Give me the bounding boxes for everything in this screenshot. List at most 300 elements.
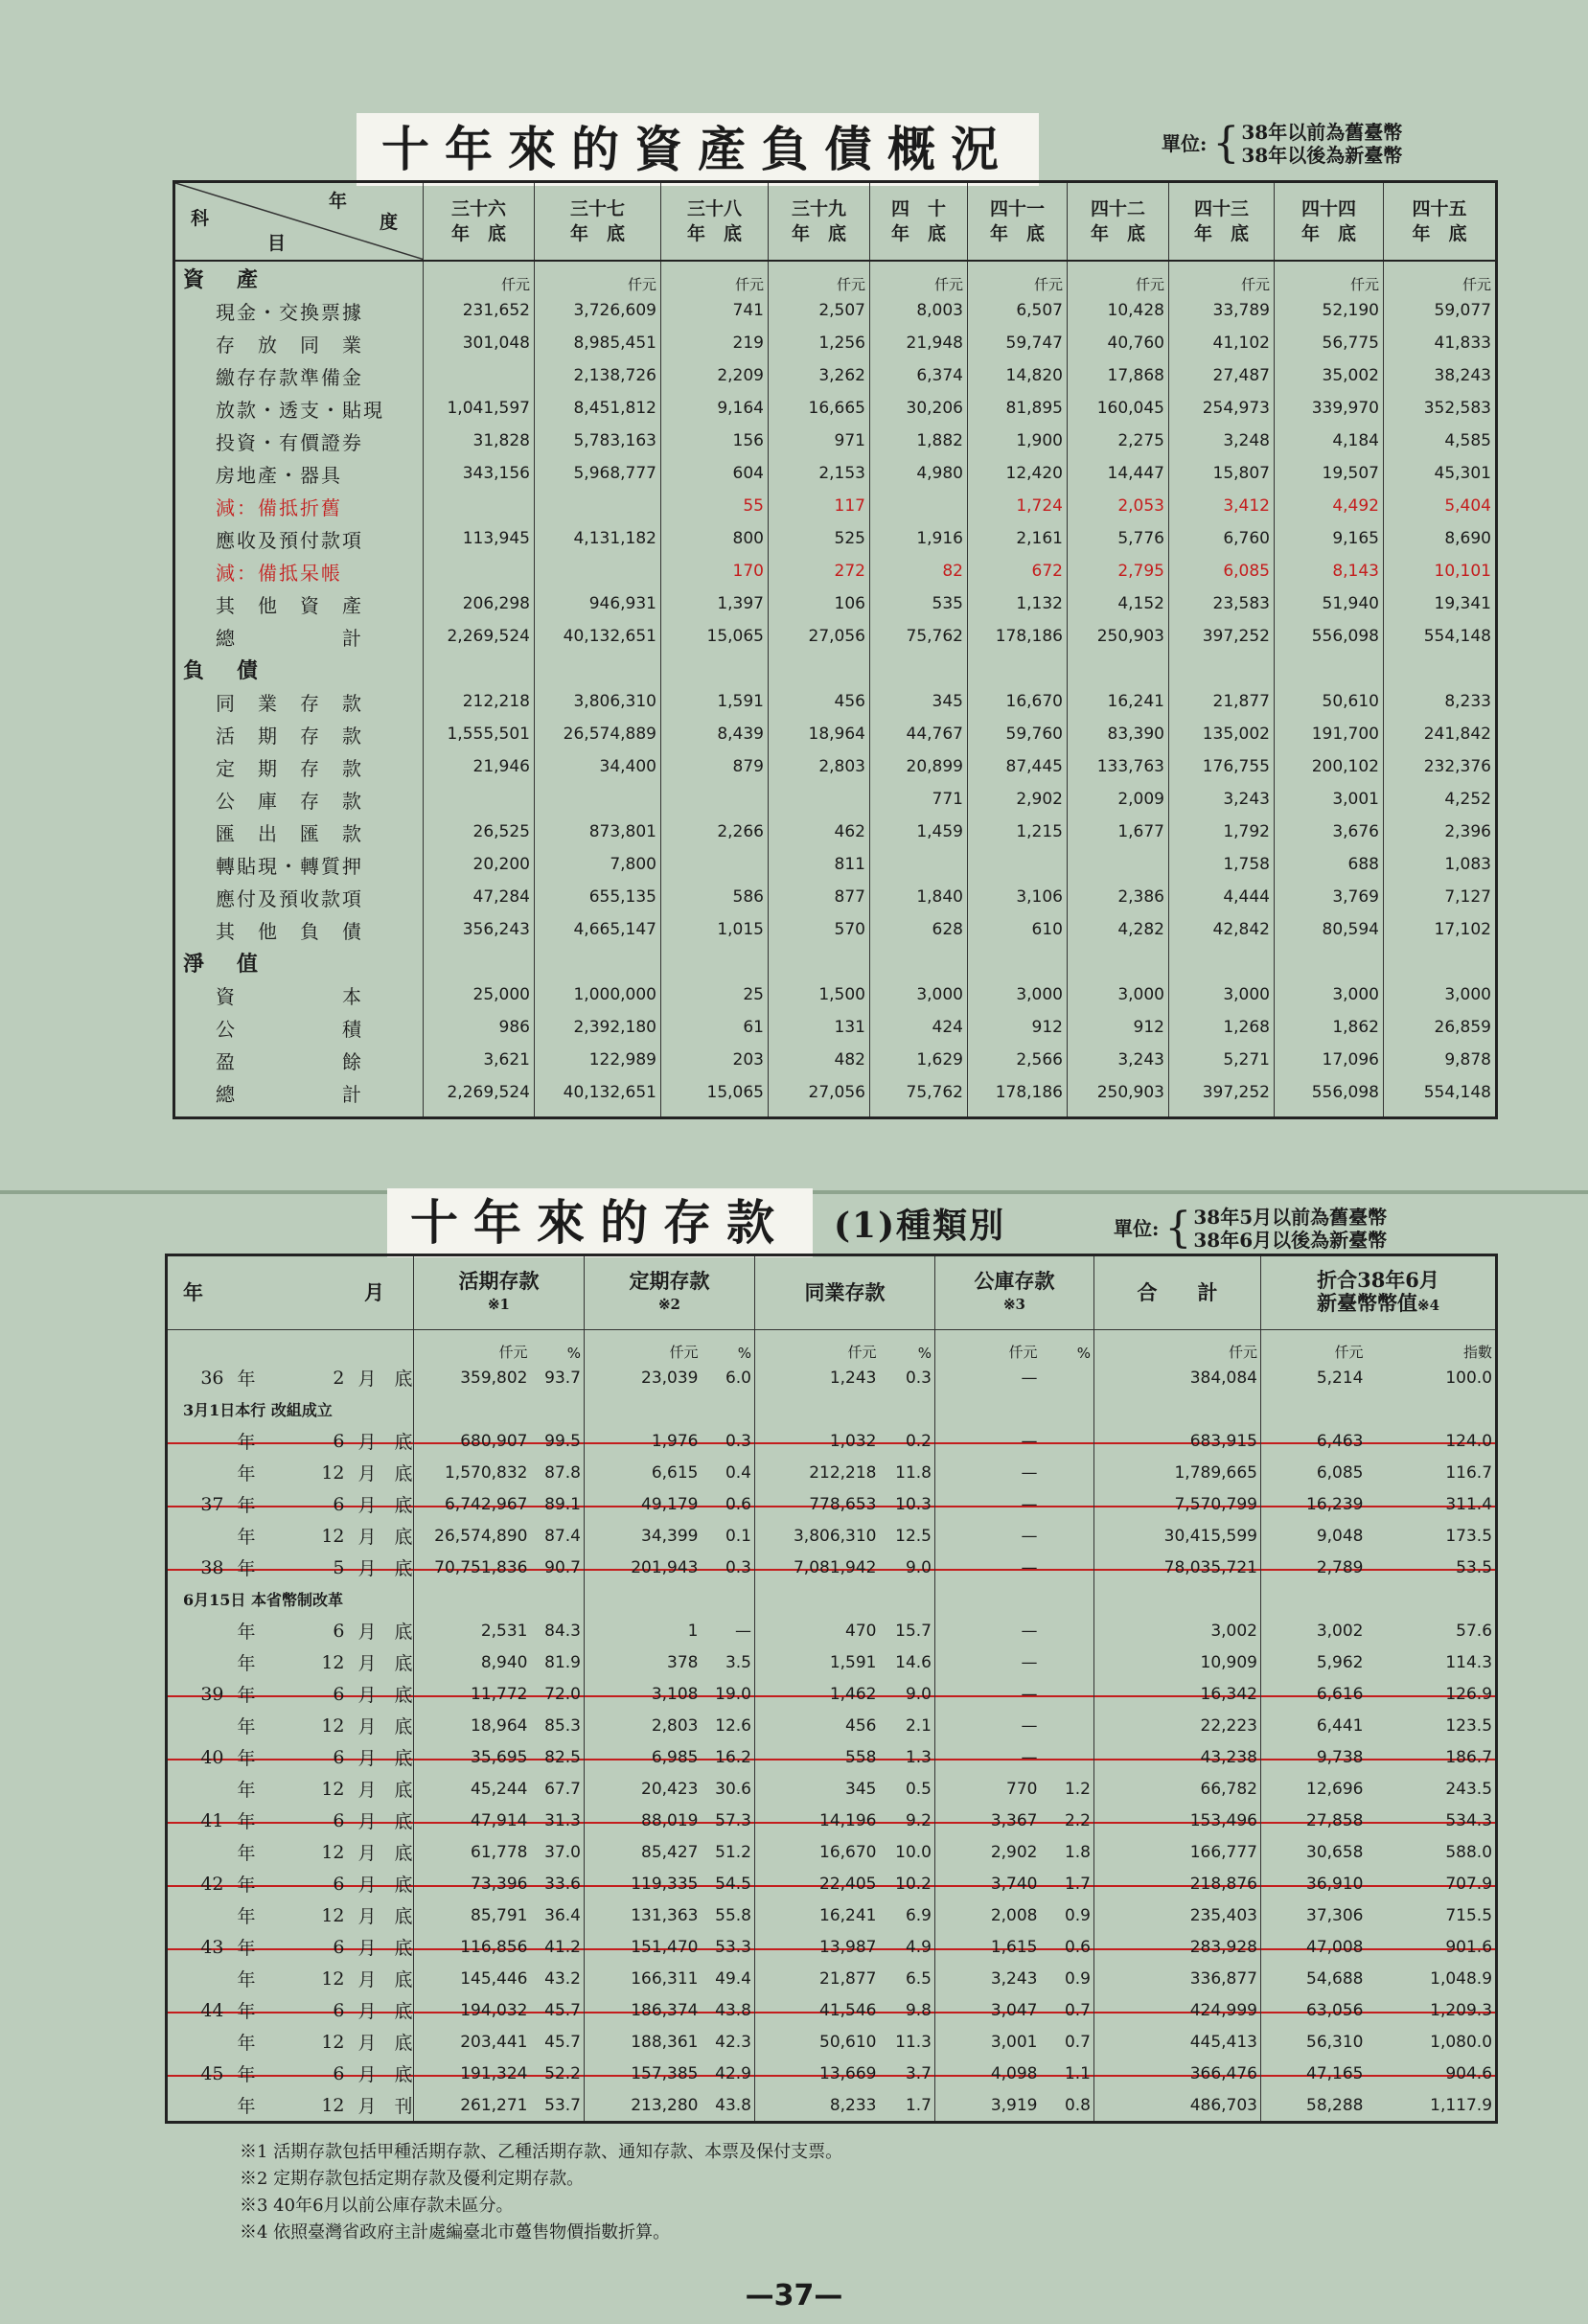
value-cell: 57.3 [702,1805,755,1836]
table-row [167,1552,1497,1583]
section-label: 淨 值 [183,951,265,977]
empty-cell [1169,653,1275,685]
value-cell: 40,132,651 [535,1076,661,1118]
value-cell: 5,776 [1068,522,1169,555]
value-cell: 30,415,599 [1094,1520,1261,1552]
empty-cell [1367,1583,1497,1615]
table-row [174,1076,1497,1118]
table-row [174,816,1497,848]
table-row [167,1805,1497,1836]
value-cell: 1.8 [1064,1842,1091,1862]
value-cell: 1.1 [1041,2058,1094,2089]
end-label: 底 [394,1558,413,1579]
nian-cell: 年 [237,1527,256,1548]
value-cell: 231,652 [424,294,535,327]
month-cell: 6 [282,1488,358,1520]
empty-cell [661,653,769,685]
value-cell: 1.3 [880,1741,935,1773]
value-cell: 9.0 [880,1552,935,1583]
value-cell: 588.0 [1445,1842,1493,1862]
table-row [174,425,1497,457]
row-label: 公 積 [216,1017,363,1041]
header-year-month [167,1255,414,1330]
value-cell [1041,1425,1094,1457]
value-cell: 22,223 [1094,1710,1261,1741]
section2-title-wrap [387,1188,1005,1257]
row-label: 同 業 存 款 [216,691,363,715]
value-cell: 5,214 [1261,1362,1367,1393]
value-cell: 384,084 [1094,1362,1261,1393]
value-cell: 194,032 [414,1994,531,2026]
value-cell: — [935,1488,1041,1520]
value-cell: 126.9 [1367,1678,1497,1710]
value-cell: 25,000 [424,978,535,1011]
value-cell [424,555,535,587]
value-cell: 87.8 [544,1462,581,1483]
month-cell: 6 [333,1620,345,1642]
header-gongku-note: ※3 [1002,1296,1025,1313]
month-cell: 6 [282,1425,358,1457]
month-cell: 12 [321,1967,345,1990]
value-cell: 343,156 [424,457,535,490]
value-cell: 44,767 [870,718,968,750]
value-cell: 359,802 [414,1362,531,1393]
value-cell: 4,252 [1384,783,1497,816]
month-end-cell [358,1931,414,1963]
row-label: 定 期 存 款 [216,756,363,780]
year-label: 四 十 [890,198,946,219]
value-cell: 683,915 [1094,1425,1261,1457]
value-cell: 904.6 [1367,2058,1497,2089]
value-cell: 16,342 [1094,1678,1261,1710]
table-row [174,718,1497,750]
table-row [167,2026,1497,2058]
value-cell: 771 [870,783,968,816]
value-cell: 83,390 [1068,718,1169,750]
table-row [167,1646,1497,1678]
table-row [174,978,1497,1011]
value-cell: 30,206 [870,392,968,425]
value-cell: 200,102 [1275,750,1384,783]
year-cell [167,1646,234,1678]
value-cell: 2,269,524 [424,1076,535,1118]
corner-mu: 目 [267,233,287,254]
value-cell: 456 [769,685,870,718]
yue-label: 月 [357,1369,377,1390]
empty-cell [769,653,870,685]
value-cell: 345 [755,1773,880,1805]
value-cell: 43.2 [544,1968,581,1989]
value-cell: 2,789 [1261,1552,1367,1583]
value-cell: 525 [769,522,870,555]
nian-cell: 年 [237,1463,256,1484]
value-cell: 1,792 [1169,816,1275,848]
unit-cell: 仟元 [585,1330,702,1363]
yue-label: 月 [357,1811,377,1832]
value-cell: 3,001 [935,2026,1041,2058]
value-cell: 45,244 [414,1773,531,1805]
value-cell: 10.0 [895,1842,932,1862]
value-cell: 16.2 [702,1741,755,1773]
month-end-cell [358,1362,414,1393]
end-label: 底 [394,1969,413,1990]
empty-cell [880,1583,935,1615]
value-cell [870,490,968,522]
value-cell: 672 [968,555,1068,587]
value-cell: 37,306 [1261,1899,1367,1931]
table-row [167,1868,1497,1899]
value-cell: 135,002 [1169,718,1275,750]
nian-cell: 年 [237,1843,256,1864]
year-label: 四十四 [1300,198,1356,219]
end-label: 底 [394,2064,413,2085]
unit-cell: 仟元 [755,1330,880,1363]
unit-cell: 仟元 [661,261,769,294]
yue-label: 月 [357,1432,377,1453]
year-column-header [661,182,769,262]
yue-label: 月 [357,1527,377,1548]
value-cell: 6,760 [1169,522,1275,555]
year-cell [167,1520,234,1552]
reform-note: 6月15日 本省幣制改革 [183,1591,343,1609]
yue-label: 月 [357,2001,377,2022]
value-cell: 119,335 [585,1868,702,1899]
value-cell: 2,053 [1068,490,1169,522]
value-cell: 15,065 [661,620,769,653]
value-cell: 54,688 [1261,1963,1367,1994]
value-cell: 1,083 [1384,848,1497,881]
value-cell: 27,487 [1169,359,1275,392]
row-label: 匯 出 匯 款 [216,821,363,845]
month-cell: 12 [321,1841,345,1863]
value-cell: 2,008 [935,1899,1041,1931]
yue-label: 月 [357,1463,377,1484]
month-cell: 6 [282,1931,358,1963]
year-cell: 43 [167,1931,234,1963]
value-cell: 604 [661,457,769,490]
year-cell [167,1457,234,1488]
value-cell: — [935,1520,1041,1552]
value-cell: 558 [755,1741,880,1773]
value-cell: 2.1 [905,1715,932,1736]
value-cell: 0.6 [702,1488,755,1520]
value-cell: 43.8 [702,1994,755,2026]
value-cell: 93.7 [544,1368,581,1388]
value-cell: 36.4 [544,1905,581,1925]
value-cell: 61 [661,1011,769,1044]
value-cell: 8,690 [1384,522,1497,555]
value-cell: 301,048 [424,327,535,359]
table-row [174,457,1497,490]
value-cell: 770 [935,1773,1041,1805]
section2-unit [1114,1206,1387,1252]
value-cell: 82 [870,555,968,587]
value-cell: 0.5 [905,1779,932,1799]
note-row [167,1393,1497,1425]
month-end-cell [358,2026,414,2058]
value-cell: 21,948 [870,327,968,359]
value-cell: 52.2 [531,2058,585,2089]
month-end-cell [358,1710,414,1741]
empty-cell [167,1330,414,1363]
row-label: 放款・透支・貼現 [216,398,384,422]
end-label: 底 [394,1495,413,1516]
value-cell: 78,035,721 [1094,1552,1261,1583]
value-cell: 34,399 [585,1520,702,1552]
year-cell: 42 [167,1868,234,1899]
value-cell: 23,039 [585,1362,702,1393]
value-cell: 10.2 [880,1868,935,1899]
year-column-header [1384,182,1497,262]
value-cell: 8,439 [661,718,769,750]
value-cell: 34,400 [535,750,661,783]
value-cell: 6,985 [585,1741,702,1773]
value-cell: 218,876 [1094,1868,1261,1899]
value-cell: 47,008 [1261,1931,1367,1963]
value-cell: 0.1 [725,1526,751,1546]
month-end-cell [358,1994,414,2026]
empty-cell [661,946,769,978]
empty-cell [424,653,535,685]
month-cell: 6 [282,1868,358,1899]
value-cell: 5,271 [1169,1044,1275,1076]
end-label: 刊 [394,2096,413,2117]
nian-cell: 年 [237,1969,256,1990]
value-cell: 1,615 [935,1931,1041,1963]
header-dingqi-note: ※2 [657,1296,680,1313]
empty-cell [1261,1393,1367,1425]
month-end-cell [358,1963,414,1994]
table-row [174,359,1497,392]
end-label: 底 [394,1527,413,1548]
year-column-header [424,182,535,262]
value-cell [1041,1362,1094,1393]
unit-cell: 仟元 [424,261,535,294]
value-cell: 53.7 [544,2095,581,2115]
header-heji [1094,1255,1261,1330]
value-cell: 741 [661,294,769,327]
end-label: 底 [394,1463,413,1484]
header-yue: 月 [364,1280,384,1304]
corner-du: 度 [379,212,398,233]
empty-cell [755,1393,880,1425]
value-cell: 9,164 [661,392,769,425]
value-cell: 8,940 [414,1646,531,1678]
value-cell [1041,1678,1094,1710]
month-end-cell [358,1773,414,1805]
year-label: 三十九 [791,198,846,219]
nian-cell: 年 [234,1678,282,1710]
value-cell: 873,801 [535,816,661,848]
corner-cell [174,182,424,262]
value-cell: 3,106 [968,881,1068,913]
value-cell: 116.7 [1445,1462,1493,1483]
nian-cell: 年 [234,2058,282,2089]
header-gongku [935,1255,1094,1330]
empty-cell [535,653,661,685]
corner-ke: 科 [191,208,210,229]
value-cell: 0.3 [702,1552,755,1583]
table-row [174,1044,1497,1076]
table-row [167,1362,1497,1393]
value-cell: 1,900 [968,425,1068,457]
value-cell: 3,726,609 [535,294,661,327]
value-cell: 14,447 [1068,457,1169,490]
value-cell: 482 [769,1044,870,1076]
value-cell: 45,301 [1384,457,1497,490]
value-cell: 879 [661,750,769,783]
table-row [174,555,1497,587]
value-cell: 2,269,524 [424,620,535,653]
unit-cell: % [1076,1345,1091,1362]
table-row [167,1836,1497,1868]
unit-label: 單位: [1114,1217,1160,1240]
value-cell: 7,127 [1384,881,1497,913]
value-cell: 40,132,651 [535,620,661,653]
unit-cell: 仟元 [1275,261,1384,294]
value-cell: 47,165 [1261,2058,1367,2089]
value-cell: 3,000 [870,978,968,1011]
table-row [167,1678,1497,1710]
value-cell [1041,1710,1094,1741]
nian-cell: 年 [234,1994,282,2026]
brace-icon: { [1212,119,1240,168]
value-cell: 56,310 [1261,2026,1367,2058]
header-huoqi-note: ※1 [487,1296,510,1313]
nian-cell: 年 [237,2033,256,2054]
value-cell: 1,570,832 [414,1457,531,1488]
end-label: 底 [394,1843,413,1864]
value-cell: 2,386 [1068,881,1169,913]
value-cell: 186.7 [1367,1741,1497,1773]
value-cell: 2,209 [661,359,769,392]
end-label: 底 [394,2033,413,2054]
value-cell: 45.7 [544,2032,581,2052]
value-cell: 2,138,726 [535,359,661,392]
value-cell: 628 [870,913,968,946]
value-cell [1041,1646,1094,1678]
value-cell: 201,943 [585,1552,702,1583]
end-label: 底 [394,2001,413,2022]
value-cell: 1,268 [1169,1011,1275,1044]
year-cell: 41 [167,1805,234,1836]
value-cell: 9,738 [1261,1741,1367,1773]
value-cell: 1 [585,1615,702,1646]
nian-cell: 年 [237,1622,256,1643]
value-cell: 151,470 [585,1931,702,1963]
year-cell [167,1963,234,1994]
value-cell: 680,907 [414,1425,531,1457]
value-cell: 232,376 [1384,750,1497,783]
empty-cell [1041,1393,1094,1425]
value-cell: 9,048 [1261,1520,1367,1552]
value-cell: 75,762 [870,1076,968,1118]
month-end-cell [358,1741,414,1773]
value-cell: 356,243 [424,913,535,946]
year-column-header [535,182,661,262]
page-number: —37— [745,2279,843,2312]
table-row [167,1615,1497,1646]
yue-label: 月 [357,1780,377,1801]
value-cell: 11.3 [895,2032,932,2052]
value-cell: 2,803 [769,750,870,783]
value-cell: 38,243 [1384,359,1497,392]
value-cell: 3,047 [935,1994,1041,2026]
unit-cell: 仟元 [1169,261,1275,294]
value-cell: 131,363 [585,1899,702,1931]
value-cell: 133,763 [1068,750,1169,783]
header-zhehe-note: ※4 [1417,1297,1440,1314]
nian-cell: 年 [234,1488,282,1520]
value-cell: 1,209.3 [1367,1994,1497,2026]
value-cell: 27,056 [769,620,870,653]
empty-cell [1094,1393,1261,1425]
value-cell: 6,507 [968,294,1068,327]
empty-cell [870,653,968,685]
unit-cell: 仟元 [1068,261,1169,294]
value-cell: 2.2 [1041,1805,1094,1836]
value-cell: 61,778 [414,1836,531,1868]
value-cell: 4,184 [1275,425,1384,457]
yue-label: 月 [357,1969,377,1990]
value-cell: 178,186 [968,620,1068,653]
value-cell: 3,367 [935,1805,1041,1836]
month-end-cell [358,1552,414,1583]
value-cell: 26,859 [1384,1011,1497,1044]
yue-label: 月 [357,1685,377,1706]
value-cell: 191,700 [1275,718,1384,750]
value-cell: 16,241 [755,1899,880,1931]
empty-cell [424,946,535,978]
value-cell: 3,000 [1068,978,1169,1011]
value-cell: — [935,1678,1041,1710]
month-end-cell [358,1678,414,1710]
value-cell: 250,903 [1068,620,1169,653]
end-label: 底 [394,1716,413,1737]
value-cell: — [935,1741,1041,1773]
year-column-header [870,182,968,262]
month-cell: 12 [321,1461,345,1484]
value-cell: 57.6 [1456,1621,1493,1641]
value-cell: 40,760 [1068,327,1169,359]
value-cell: 6,085 [1261,1457,1367,1488]
value-cell: 9.2 [880,1805,935,1836]
value-cell: 80,594 [1275,913,1384,946]
value-cell: 10,428 [1068,294,1169,327]
value-cell: 63,056 [1261,1994,1367,2026]
unit-line: 38年以前為舊臺幣 [1241,121,1403,144]
value-cell: 19,507 [1275,457,1384,490]
value-cell: 17,096 [1275,1044,1384,1076]
value-cell: 50,610 [755,2026,880,2058]
value-cell: 85,791 [414,1899,531,1931]
value-cell: 26,574,889 [535,718,661,750]
value-cell: 16,665 [769,392,870,425]
value-cell: 87,445 [968,750,1068,783]
value-cell: 21,877 [1169,685,1275,718]
month-end-cell [358,1836,414,1868]
value-cell: 3.7 [880,2058,935,2089]
value-cell: 12,696 [1261,1773,1367,1805]
value-cell [1041,1552,1094,1583]
end-label: 底 [394,1906,413,1927]
corner-nian: 年 [329,191,348,212]
footnote: ※4 依照臺灣省政府主計處編臺北市躉售物價指數折算。 [240,2222,671,2243]
month-cell: 6 [282,1994,358,2026]
row-label: 總 計 [216,626,363,650]
value-cell: 6,615 [585,1457,702,1488]
month-cell: 5 [282,1552,358,1583]
